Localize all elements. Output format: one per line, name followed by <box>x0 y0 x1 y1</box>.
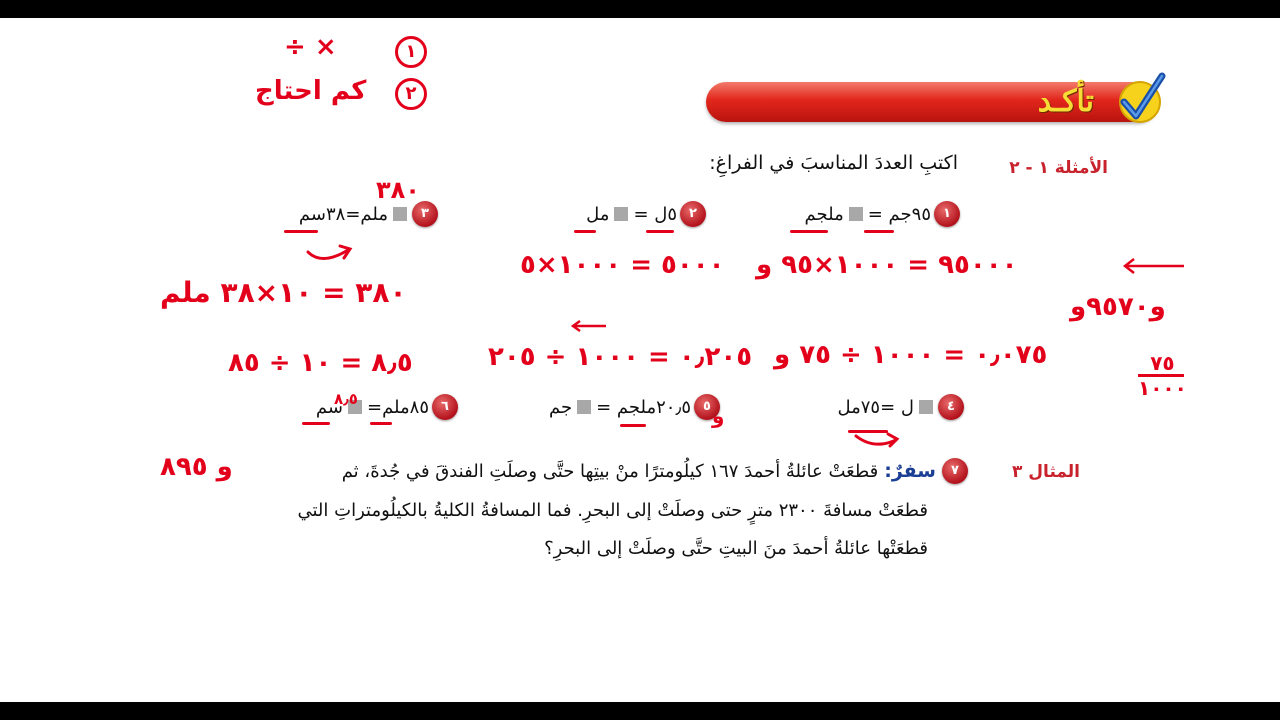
arrow-icon <box>300 240 360 270</box>
handwritten-fraction <box>1138 352 1187 399</box>
handwritten-answer-5-inline: و <box>712 404 725 428</box>
handwritten-work-2: ٥٠٠٠ = ١٠٠٠×٥ <box>520 250 725 280</box>
exercise-right: جم <box>549 396 573 418</box>
arrow-left-icon <box>1120 256 1186 276</box>
exercise-number: ٥ <box>694 394 720 420</box>
section-example-label: المثال ٣ <box>1012 462 1080 482</box>
exercise-number: ٣ <box>412 201 438 227</box>
underline <box>284 230 318 233</box>
exercise-left: ٨٥ملم= <box>366 396 429 418</box>
exercise-left: ٩٥جم = <box>867 203 931 225</box>
handwritten-note-operations <box>284 32 337 62</box>
handwritten-work-4: ٠٫٠٧٥ = ١٠٠٠ ÷ ٧٥ و <box>774 340 1048 370</box>
checkmark-icon <box>1110 68 1170 128</box>
note-operations-text: ÷ × <box>284 32 337 62</box>
problem-line-3: قطعَتْها عائلةُ أحمدَ منَ البيتِ حتَّى وصلَتْ إلى البحرِ؟ <box>544 538 928 559</box>
banner-title: تأكـد <box>1037 84 1094 119</box>
problem-line-1: قطعَتْ عائلةُ أحمدَ ١٦٧ كيلُومترًا منْ بيتِها حتَّى وصلَتِ الفندقَ في جُدةَ، ثم <box>341 460 879 482</box>
handwritten-note-how-much: كم احتاج <box>255 76 367 106</box>
exercise-1 <box>805 201 960 227</box>
exercise-number: ١ <box>934 201 960 227</box>
handwritten-work-6: ٨٫٥ = ١٠ ÷ ٨٥ <box>228 348 413 378</box>
handwritten-work-1: ٩٥٠٠٠ = ١٠٠٠×٩٥ و <box>756 250 1018 280</box>
handwritten-work-3: ٣٨٠ = ١٠×٣٨ ملم <box>160 276 407 309</box>
note-number-2: ٢ <box>395 78 427 110</box>
handwritten-answer-6-top: ٨٫٥ <box>334 390 358 408</box>
exercise-number: ٧ <box>942 458 968 484</box>
exercise-5 <box>549 394 720 420</box>
underline <box>864 230 894 233</box>
underline <box>646 230 674 233</box>
underline <box>790 230 828 233</box>
handwritten-margin-note-1: و٩٥٧٠و <box>1070 292 1166 322</box>
fraction-numerator: ٧٥ <box>1150 351 1175 375</box>
problem-line-2: قطعَتْ مسافةَ ٢٣٠٠ مترٍ حتى وصلَتْ إلى البحرِ. فما المسافةُ الكليةُ بالكيلُومتراتِ التي <box>297 500 928 521</box>
handwritten-work-5: ٠٫٢٠٥ = ١٠٠٠ ÷ ٢٠٥ <box>488 342 753 372</box>
exercise-left: ل =٧٥مل <box>837 396 914 418</box>
underline <box>620 424 646 427</box>
handwritten-margin-note-2: و ٨٩٥ <box>160 452 233 482</box>
exercise-right: مل <box>586 203 610 225</box>
worksheet-page <box>0 18 1280 702</box>
problem-keyword: سفرٌ: <box>884 460 936 482</box>
arrow-icon <box>852 428 902 454</box>
exercise-number: ٦ <box>432 394 458 420</box>
answer-blank <box>577 400 591 414</box>
answer-blank <box>614 207 628 221</box>
exercise-left: ملم=٣٨سم <box>298 203 388 225</box>
exercise-right: ملجم <box>804 203 844 225</box>
section-examples-label: الأمثلة ١ - ٢ <box>1009 158 1108 178</box>
answer-blank <box>919 400 933 414</box>
answer-blank <box>393 207 407 221</box>
arrow-left-icon <box>568 318 608 334</box>
exercise-left: ٥ل = <box>633 203 677 225</box>
exercise-4 <box>837 394 964 420</box>
answer-blank <box>849 207 863 221</box>
exercise-number: ٢ <box>680 201 706 227</box>
exercise-number: ٤ <box>938 394 964 420</box>
exercise-left: ٢٠٫٥ملجم = <box>596 396 691 418</box>
underline <box>574 230 596 233</box>
note-number-1: ١ <box>395 36 427 68</box>
exercise-right: سم <box>315 396 343 418</box>
handwritten-answer-3-top: ٣٨٠ <box>376 176 420 204</box>
underline <box>370 422 392 425</box>
exercise-3 <box>299 201 438 227</box>
instruction-text: اكتبِ العددَ المناسبَ في الفراغِ: <box>709 152 958 174</box>
fraction-denominator: ١٠٠٠ <box>1138 376 1187 400</box>
word-problem-header <box>342 458 968 484</box>
exercise-2 <box>586 201 706 227</box>
underline <box>302 422 330 425</box>
check-banner <box>706 82 1158 122</box>
